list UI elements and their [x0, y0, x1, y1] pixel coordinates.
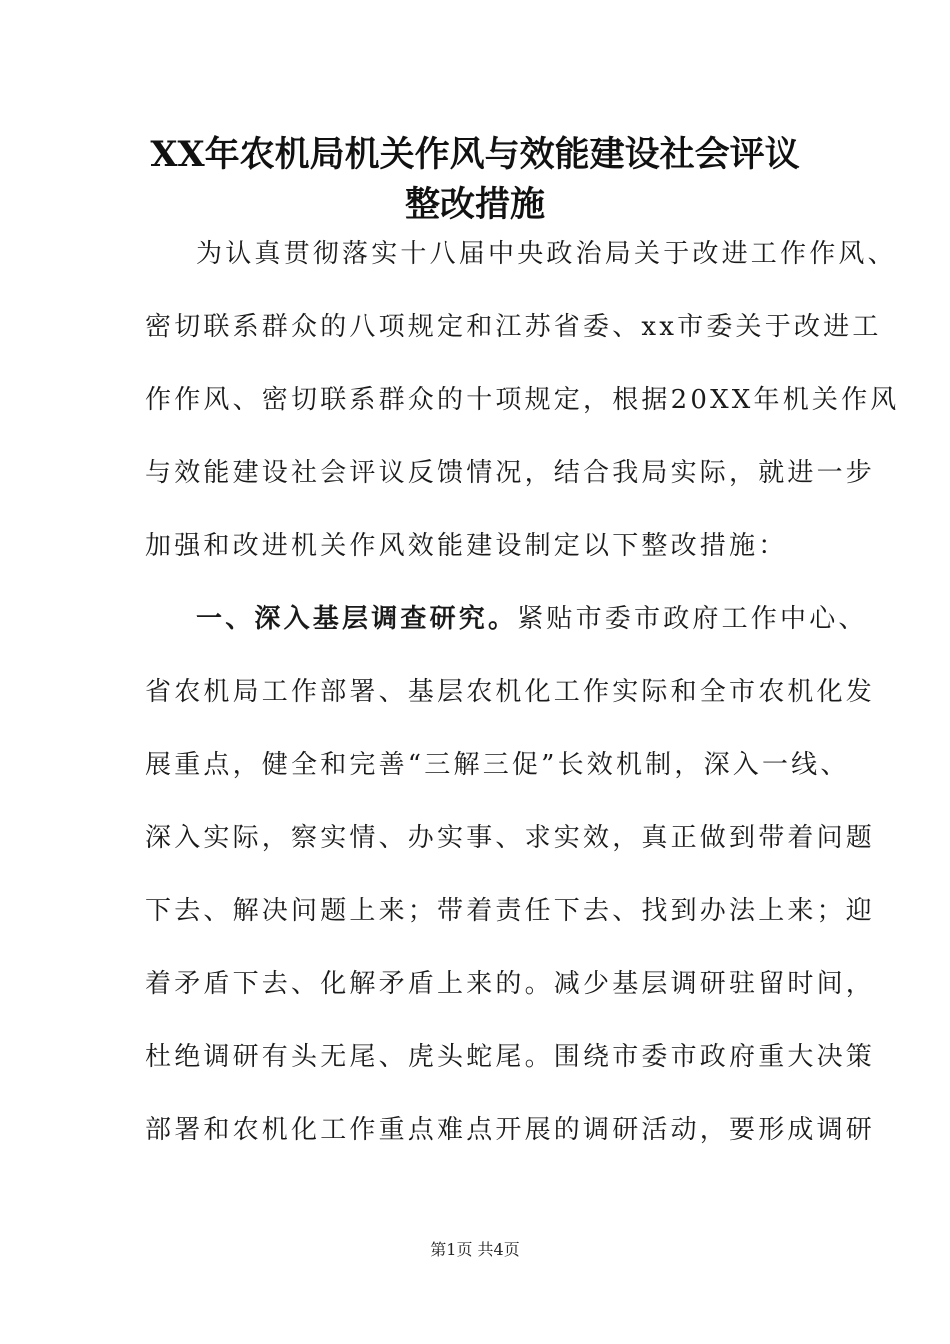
document-title-line-1: XX年农机局机关作风与效能建设社会评议	[150, 134, 800, 175]
paragraph-1-line-3: 作作风、密切联系群众的十项规定，根据20XX年机关作风	[145, 385, 900, 415]
section-1-line-5: 下去、解决问题上来；带着责任下去、找到办法上来；迎	[145, 896, 876, 926]
section-1-first-line-text: 紧贴市委市政府工作中心、	[517, 604, 868, 634]
section-1-line-3: 展重点，健全和完善“三解三促”长效机制，深入一线、	[145, 750, 850, 780]
section-1-first-line	[196, 601, 868, 637]
section-1-line-2: 省农机局工作部署、基层农机化工作实际和全市农机化发	[145, 677, 876, 707]
paragraph-1-line-5: 加强和改进机关作风效能建设制定以下整改措施：	[145, 531, 788, 561]
section-1-line-7: 杜绝调研有头无尾、虎头蛇尾。围绕市委市政府重大决策	[145, 1042, 876, 1072]
paragraph-1-line-1: 为认真贯彻落实十八届中央政治局关于改进工作作风、	[196, 239, 897, 269]
document-title-line-2: 整改措施	[404, 184, 545, 225]
section-1-line-4: 深入实际，察实情、办实事、求实效，真正做到带着问题	[145, 823, 876, 853]
paragraph-1-line-4: 与效能建设社会评议反馈情况，结合我局实际，就进一步	[145, 458, 876, 488]
paragraph-1-line-2: 密切联系群众的八项规定和江苏省委、xx市委关于改进工	[145, 312, 882, 342]
section-1-line-8: 部署和农机化工作重点难点开展的调研活动，要形成调研	[145, 1115, 876, 1145]
section-1-line-6: 着矛盾下去、化解矛盾上来的。减少基层调研驻留时间，	[145, 969, 876, 999]
page-footer: 第1页 共4页	[430, 1240, 520, 1259]
section-1-heading: 一、深入基层调查研究。	[196, 604, 518, 634]
